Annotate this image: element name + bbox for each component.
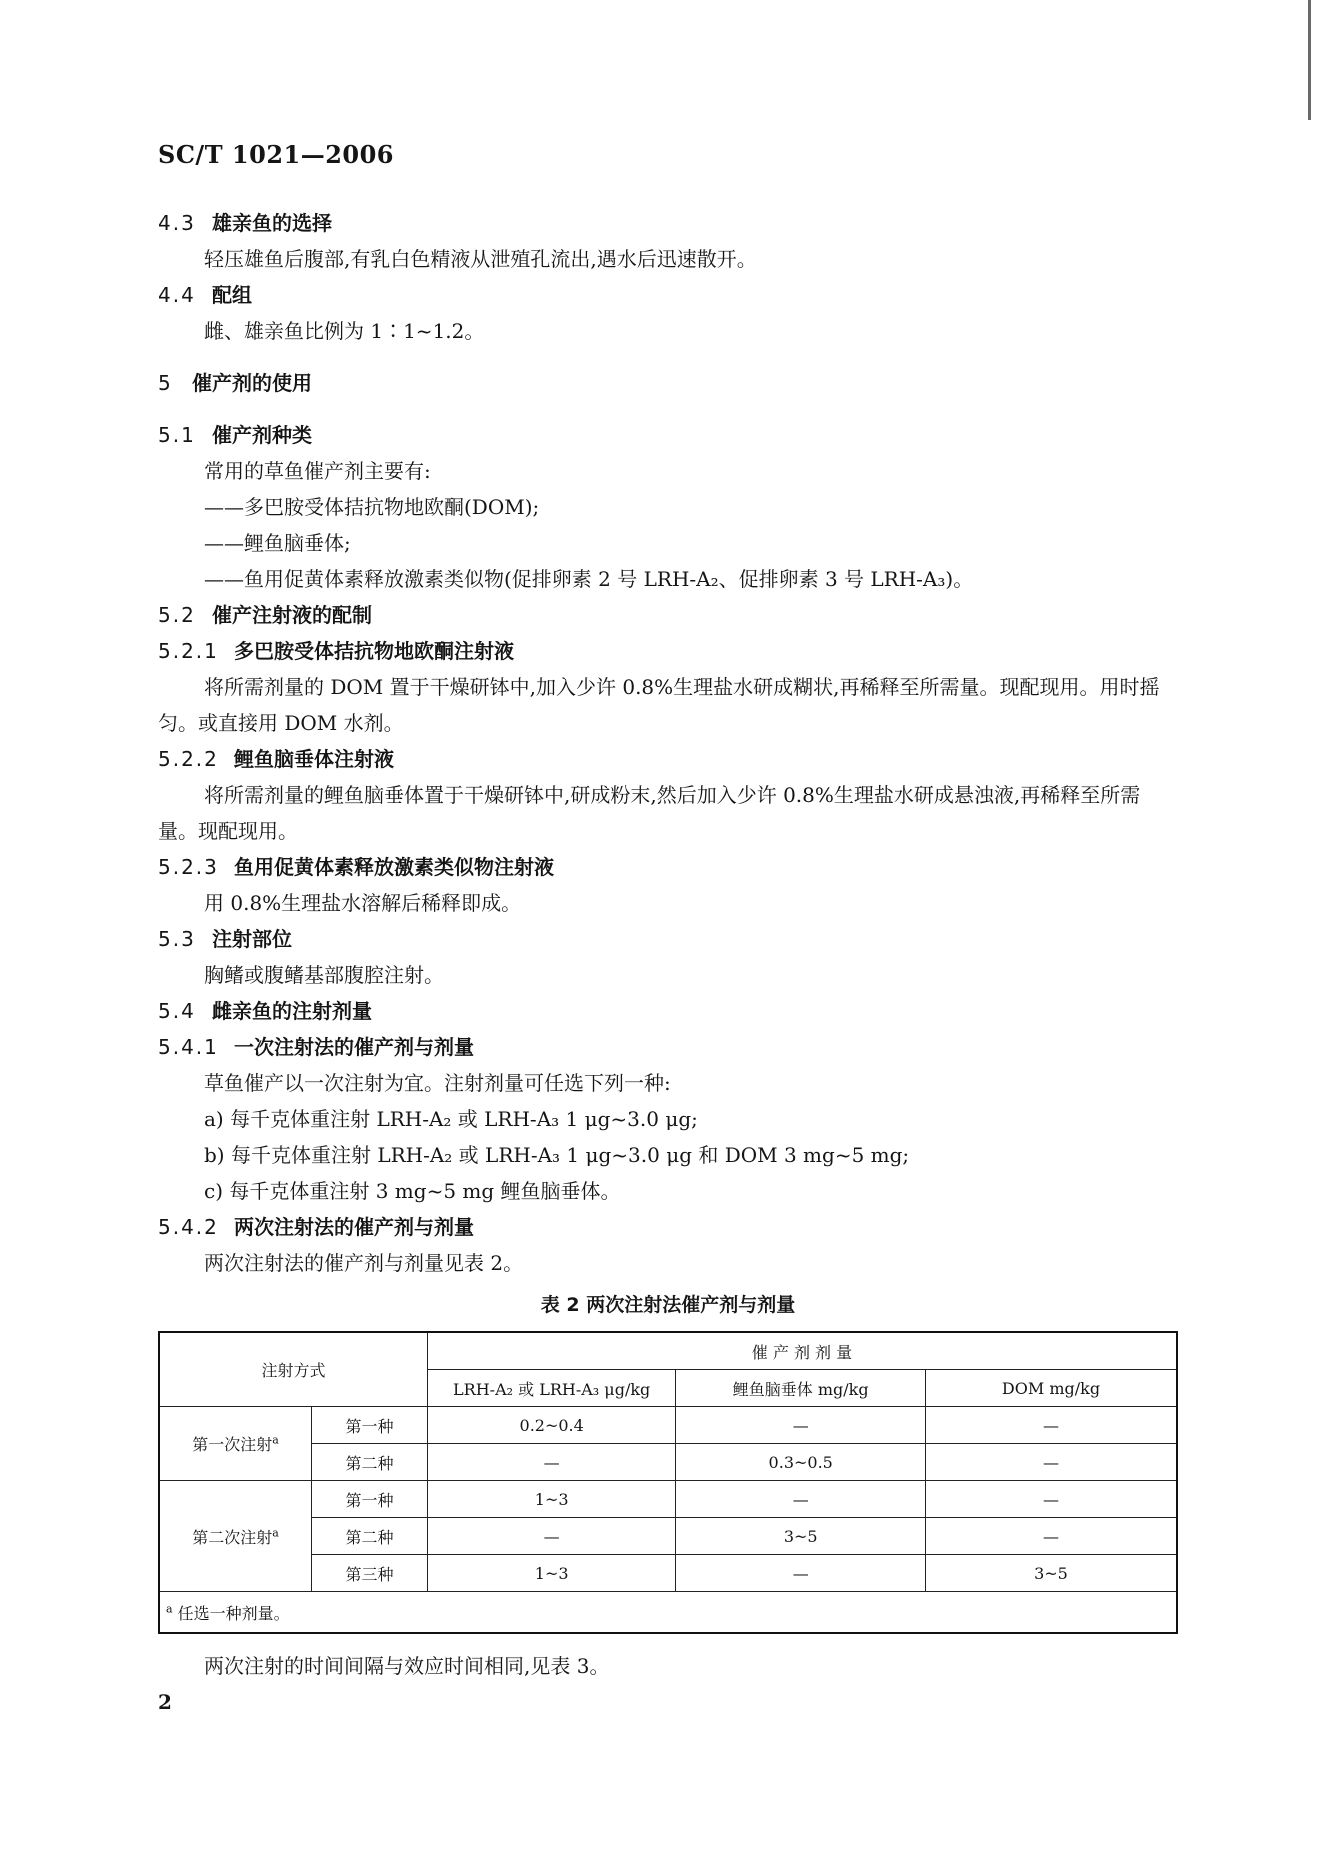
group-label: 第一次注射 [192,1435,273,1454]
row-type: 第二种 [312,1518,428,1555]
section-number: 5.2.3 [158,855,219,879]
section-title: 两次注射法的催产剂与剂量 [234,1215,474,1239]
header-pituitary: 鲤鱼脑垂体 mg/kg [676,1370,926,1407]
section-title: 催产注射液的配制 [212,603,372,627]
section-title: 鲤鱼脑垂体注射液 [234,747,394,771]
cell-dom: 3~5 [925,1555,1177,1592]
cell-lrh: 1~3 [427,1555,676,1592]
table-row [159,1518,1177,1555]
table-row [159,1407,1177,1444]
footnote-marker: a [272,1526,279,1540]
body-paragraph: 将所需剂量的 DOM 置于干燥研钵中,加入少许 0.8%生理盐水研成糊状,再稀释至所需量。现配现用。用时摇匀。或直接用 DOM 水剂。 [158,675,1160,735]
section-title: 雄亲鱼的选择 [212,211,332,235]
section-number: 5.4.2 [158,1215,219,1239]
cell-dom: — [925,1481,1177,1518]
table-row [159,1444,1177,1481]
table-footnote [159,1592,1177,1634]
section-number: 5.2.1 [158,639,219,663]
document-body [158,205,1178,1684]
list-item: c) 每千克体重注射 3 mg~5 mg 鲤鱼脑垂体。 [204,1179,621,1203]
cell-pituitary: 0.3~0.5 [676,1444,926,1481]
cell-pituitary: 3~5 [676,1518,926,1555]
table-row [159,1555,1177,1592]
section-number: 5.1 [158,423,196,447]
cell-pituitary: — [676,1407,926,1444]
cell-lrh: — [427,1444,676,1481]
group-label: 第二次注射 [192,1527,273,1547]
page-edge [1308,0,1311,120]
section-title: 配组 [212,283,252,307]
list-item: b) 每千克体重注射 LRH-A₂ 或 LRH-A₃ 1 μg~3.0 μg 和 DOM 3 mg~5 mg; [204,1143,910,1167]
table-row [159,1481,1177,1518]
section-heading [158,277,1178,313]
header-dom: DOM mg/kg [925,1370,1177,1407]
table-header-row [159,1332,1177,1370]
table-caption: 表 2 两次注射法催产剂与剂量 [540,1294,796,1316]
header-dose: 催 产 剂 剂 量 [427,1332,1177,1370]
dose-table [158,1331,1178,1634]
section-title: 多巴胺受体拮抗物地欧酮注射液 [234,639,514,663]
section-number: 5.2.2 [158,747,219,771]
section-heading [158,921,1178,957]
section-number: 5.4.1 [158,1035,219,1059]
body-paragraph: 草鱼催产以一次注射为宜。注射剂量可任选下列一种: [204,1071,671,1095]
row-type: 第二种 [312,1444,428,1481]
body-paragraph: 雌、雄亲鱼比例为 1∶1~1.2。 [204,319,485,343]
section-number: 4.3 [158,211,196,235]
section-heading [158,741,1178,777]
cell-lrh: 0.2~0.4 [427,1407,676,1444]
row-type: 第一种 [312,1407,428,1444]
body-paragraph: 胸鳍或腹鳍基部腹腔注射。 [204,963,444,987]
section-number: 5.3 [158,927,196,951]
section-heading [158,1209,1178,1245]
row-type: 第三种 [312,1555,428,1592]
group-second-injection [159,1481,312,1592]
cell-dom: — [925,1518,1177,1555]
section-heading [158,849,1178,885]
section-title: 催产剂种类 [212,423,312,447]
section-number: 4.4 [158,283,196,307]
list-item: ——多巴胺受体拮抗物地欧酮(DOM); [204,495,540,519]
section-title: 鱼用促黄体素释放激素类似物注射液 [234,855,554,879]
section-title: 注射部位 [212,927,292,951]
footnote-marker: a [272,1433,279,1447]
body-paragraph: 两次注射的时间间隔与效应时间相同,见表 3。 [204,1654,610,1678]
body-paragraph: 两次注射法的催产剂与剂量见表 2。 [204,1251,524,1275]
section-number: 5.2 [158,603,196,627]
section-heading [158,1029,1178,1065]
group-first-injection [159,1407,312,1481]
section-number: 5 [158,371,173,395]
row-type: 第一种 [312,1481,428,1518]
cell-pituitary: — [676,1481,926,1518]
body-paragraph: 将所需剂量的鲤鱼脑垂体置于干燥研钵中,研成粉末,然后加入少许 0.8%生理盐水研成悬浊液,再稀释至所需量。现配现用。 [158,783,1141,843]
section-heading [158,417,1178,453]
section-title: 一次注射法的催产剂与剂量 [234,1035,474,1059]
table-footnote-row [159,1592,1177,1634]
section-heading [158,633,1178,669]
body-paragraph: 用 0.8%生理盐水溶解后稀释即成。 [204,891,522,915]
section-heading [158,993,1178,1029]
footnote-marker: a [166,1602,173,1616]
footnote-text: 任选一种剂量。 [177,1603,290,1623]
section-number: 5.4 [158,999,196,1023]
page-number: 2 [158,1690,172,1714]
body-paragraph: 常用的草鱼催产剂主要有: [204,459,431,483]
standard-number-header: SC/T 1021—2006 [158,140,395,169]
section-title: 催产剂的使用 [192,371,312,395]
list-item: ——鲤鱼脑垂体; [204,531,351,555]
cell-pituitary: — [676,1555,926,1592]
cell-lrh: — [427,1518,676,1555]
list-item: ——鱼用促黄体素释放激素类似物(促排卵素 2 号 LRH-A₂、促排卵素 3 号 LRH-A₃)。 [204,567,974,591]
chapter-heading [158,365,1178,401]
cell-dom: — [925,1444,1177,1481]
header-lrh: LRH-A₂ 或 LRH-A₃ μg/kg [427,1370,676,1407]
body-paragraph: 轻压雄鱼后腹部,有乳白色精液从泄殖孔流出,遇水后迅速散开。 [204,247,757,271]
section-heading [158,205,1178,241]
section-heading [158,597,1178,633]
section-title: 雌亲鱼的注射剂量 [212,999,372,1023]
list-item: a) 每千克体重注射 LRH-A₂ 或 LRH-A₃ 1 μg~3.0 μg; [204,1107,698,1131]
cell-lrh: 1~3 [427,1481,676,1518]
header-method: 注射方式 [159,1332,427,1407]
cell-dom: — [925,1407,1177,1444]
